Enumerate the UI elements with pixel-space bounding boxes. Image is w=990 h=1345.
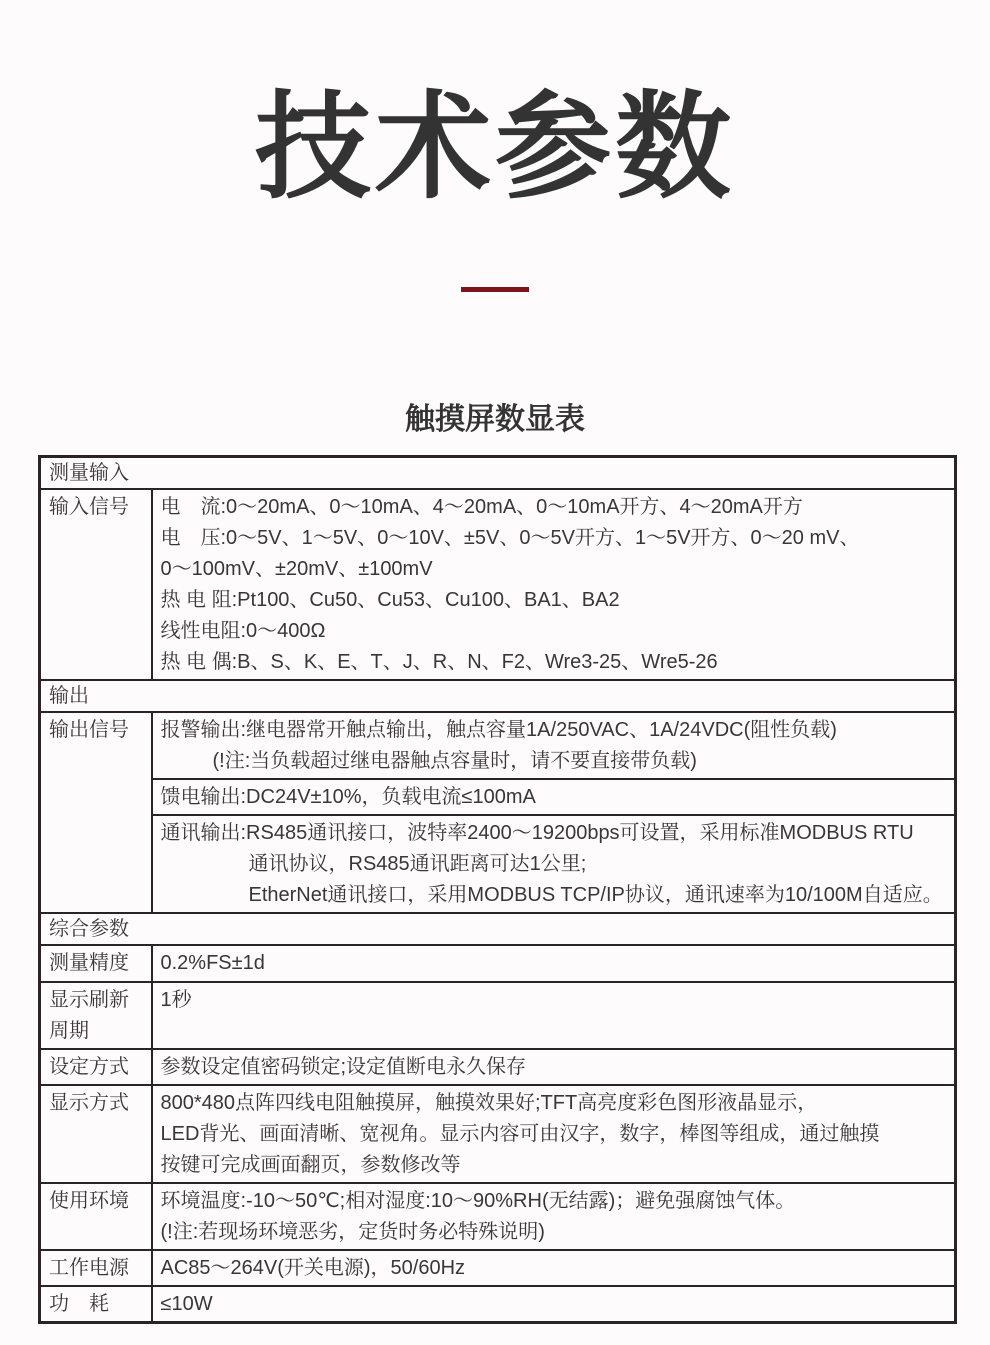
row-label: 工作电源 — [40, 1250, 152, 1286]
table-row-output-signal-feed — [40, 779, 956, 815]
section-row-measure-input — [40, 457, 956, 490]
row-value — [152, 712, 956, 779]
spec-line: 报警输出:继电器常开触点输出，触点容量1A/250VAC、1A/24VDC(阻性负载) — [160, 719, 837, 741]
spec-line: 通讯输出:RS485通讯接口，波特率2400～19200bps可设置，采用标准MODBUS RTU — [160, 822, 914, 844]
spec-line: 按键可完成画面翻页，参数修改等 — [160, 1154, 461, 1176]
section-header: 输出 — [40, 680, 956, 712]
spec-line: 热 电 阻:Pt100、Cu50、Cu53、Cu100、BA1、BA2 — [160, 589, 620, 611]
title-divider-line — [461, 287, 529, 292]
page-title: 技术参数 — [255, 82, 735, 212]
section-header: 测量输入 — [40, 457, 956, 490]
spec-table — [38, 455, 957, 1324]
spec-line: 电 压:0～5V、1～5V、0～10V、±5V、0～5V开方、1～5V开方、0～20 mV、 — [160, 527, 860, 549]
table-row-power-supply — [40, 1250, 956, 1286]
row-label: 输出信号 — [40, 712, 152, 913]
table-row-input-signal — [40, 489, 956, 680]
spec-line: 馈电输出:DC24V±10%，负载电流≤100mA — [160, 786, 536, 808]
row-value: 0.2%FS±1d — [152, 945, 956, 982]
spec-line: 800*480点阵四线电阻触摸屏，触摸效果好;TFT高亮度彩色图形液晶显示， — [160, 1092, 818, 1114]
row-value — [152, 779, 956, 815]
table-row-refresh-cycle — [40, 982, 956, 1049]
table-row-setting-mode — [40, 1049, 956, 1085]
row-label: 测量精度 — [40, 945, 152, 982]
row-value — [152, 1085, 956, 1183]
row-label: 显示刷新周期 — [40, 982, 152, 1049]
row-value — [152, 815, 956, 913]
spec-line: 0～100mV、±20mV、±100mV — [160, 558, 433, 580]
spec-line: LED背光、画面清晰、宽视角。显示内容可由汉字，数字，棒图等组成，通过触摸 — [160, 1123, 880, 1145]
row-value — [152, 1183, 956, 1250]
spec-line: 电 流:0～20mA、0～10mA、4～20mA、0～10mA开方、4～20mA开方 — [160, 496, 803, 518]
spec-line: 线性电阻:0～400Ω — [160, 620, 326, 642]
row-value: AC85～264V(开关电源)，50/60Hz — [152, 1250, 956, 1286]
row-label: 输入信号 — [40, 489, 152, 680]
spec-line: (!注:当负载超过继电器触点容量时，请不要直接带负载) — [212, 750, 697, 772]
table-row-display-mode — [40, 1085, 956, 1183]
section-row-output — [40, 680, 956, 712]
table-row-output-signal-comm — [40, 815, 956, 913]
spec-line: 热 电 偶:B、S、K、E、T、J、R、N、F2、Wre3-25、Wre5-26 — [160, 651, 718, 673]
row-label: 显示方式 — [40, 1085, 152, 1183]
table-row-environment — [40, 1183, 956, 1250]
row-value: ≤10W — [152, 1286, 956, 1323]
spec-line: EtherNet通讯接口，采用MODBUS TCP/IP协议，通讯速率为10/100M自适应。 — [248, 884, 943, 906]
table-row-consumption — [40, 1286, 956, 1323]
row-value — [152, 489, 956, 680]
section-header: 综合参数 — [40, 913, 956, 945]
section-row-general — [40, 913, 956, 945]
spec-table-title: 触摸屏数显表 — [405, 403, 585, 436]
spec-line: (!注:若现场环境恶劣，定货时务必特殊说明) — [160, 1221, 545, 1243]
spec-line: 环境温度:-10～50℃;相对湿度:10～90%RH(无结露)；避免强腐蚀气体。 — [160, 1190, 796, 1212]
spec-line: 通讯协议，RS485通讯距离可达1公里; — [248, 853, 587, 875]
table-row-accuracy — [40, 945, 956, 982]
row-value: 参数设定值密码锁定;设定值断电永久保存 — [152, 1049, 956, 1085]
table-row-output-signal-alarm — [40, 712, 956, 779]
row-label: 功 耗 — [40, 1286, 152, 1323]
row-value: 1秒 — [152, 982, 956, 1049]
row-label: 使用环境 — [40, 1183, 152, 1250]
row-label: 设定方式 — [40, 1049, 152, 1085]
